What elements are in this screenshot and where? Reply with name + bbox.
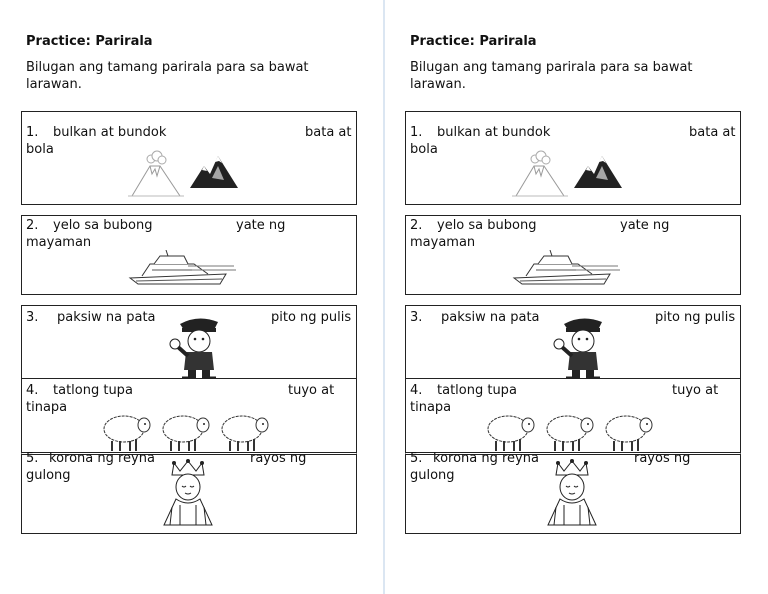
option-b[interactable]: bata at xyxy=(689,125,736,140)
mountain-icon xyxy=(188,148,240,192)
yacht-icon xyxy=(128,250,238,288)
worksheet-instruction: Bilugan ang tamang parirala para sa bawat larawan. xyxy=(410,60,693,92)
sheep-icon xyxy=(220,411,270,453)
worksheet-title: Practice: Parirala xyxy=(410,34,537,49)
option-a[interactable]: tatlong tupa xyxy=(53,383,133,398)
question-box-2 xyxy=(405,215,741,295)
option-a[interactable]: paksiw na pata xyxy=(441,310,540,325)
police-officer-icon xyxy=(546,314,618,380)
worksheet-copy-right xyxy=(404,0,744,594)
option-a[interactable]: bulkan at bundok xyxy=(437,125,551,140)
option-b[interactable]: tuyo at xyxy=(672,383,719,398)
option-a[interactable]: paksiw na pata xyxy=(57,310,156,325)
option-b-continued[interactable]: bola xyxy=(26,142,54,157)
question-box-4 xyxy=(405,378,741,454)
sheep-icon xyxy=(102,411,152,453)
volcano-icon xyxy=(510,150,570,198)
option-b-continued[interactable]: mayaman xyxy=(26,235,92,250)
option-a[interactable]: bulkan at bundok xyxy=(53,125,167,140)
worksheet-title: Practice: Parirala xyxy=(26,34,153,49)
question-box-3 xyxy=(405,305,741,382)
option-a[interactable]: korona ng reyna xyxy=(433,451,539,466)
queen-icon xyxy=(150,459,226,527)
option-a[interactable]: tatlong tupa xyxy=(437,383,517,398)
question-box-4 xyxy=(21,378,357,454)
item-number: 4. xyxy=(410,383,423,398)
worksheet-copy-left xyxy=(20,0,360,594)
option-b-continued[interactable]: tinapa xyxy=(26,400,68,415)
question-box-2 xyxy=(21,215,357,295)
option-b-continued[interactable]: gulong xyxy=(410,468,455,483)
option-b-continued[interactable]: mayaman xyxy=(410,235,476,250)
sheep-icon xyxy=(604,411,654,453)
sheep-icon xyxy=(486,411,536,453)
yacht-icon xyxy=(512,250,622,288)
option-a[interactable]: yelo sa bubong xyxy=(437,218,537,233)
question-box-1 xyxy=(405,111,741,205)
item-number: 3. xyxy=(410,310,423,325)
option-b[interactable]: pito ng pulis xyxy=(271,310,352,325)
worksheet-instruction: Bilugan ang tamang parirala para sa bawat larawan. xyxy=(26,60,309,92)
option-b[interactable]: bata at xyxy=(305,125,352,140)
sheep-icon xyxy=(545,411,595,453)
item-number: 2. xyxy=(410,218,423,233)
question-box-5 xyxy=(405,452,741,534)
item-number: 2. xyxy=(26,218,39,233)
volcano-icon xyxy=(126,150,186,198)
option-b[interactable]: tuyo at xyxy=(288,383,335,398)
sheep-icon xyxy=(161,411,211,453)
option-b[interactable]: rayos ng xyxy=(250,451,307,466)
question-box-3 xyxy=(21,305,357,382)
item-number: 4. xyxy=(26,383,39,398)
police-officer-icon xyxy=(162,314,234,380)
option-b-continued[interactable]: tinapa xyxy=(410,400,452,415)
queen-icon xyxy=(534,459,610,527)
option-b[interactable]: yate ng xyxy=(620,218,670,233)
option-a[interactable]: korona ng reyna xyxy=(49,451,155,466)
mountain-icon xyxy=(572,148,624,192)
item-number: 5. xyxy=(26,451,39,466)
option-a[interactable]: yelo sa bubong xyxy=(53,218,153,233)
item-number: 1. xyxy=(410,125,423,140)
option-b-continued[interactable]: gulong xyxy=(26,468,71,483)
option-b-continued[interactable]: bola xyxy=(410,142,438,157)
item-number: 1. xyxy=(26,125,39,140)
option-b[interactable]: yate ng xyxy=(236,218,286,233)
item-number: 5. xyxy=(410,451,423,466)
question-box-5 xyxy=(21,452,357,534)
page-divider xyxy=(383,0,385,594)
item-number: 3. xyxy=(26,310,39,325)
option-b[interactable]: rayos ng xyxy=(634,451,691,466)
question-box-1 xyxy=(21,111,357,205)
option-b[interactable]: pito ng pulis xyxy=(655,310,736,325)
